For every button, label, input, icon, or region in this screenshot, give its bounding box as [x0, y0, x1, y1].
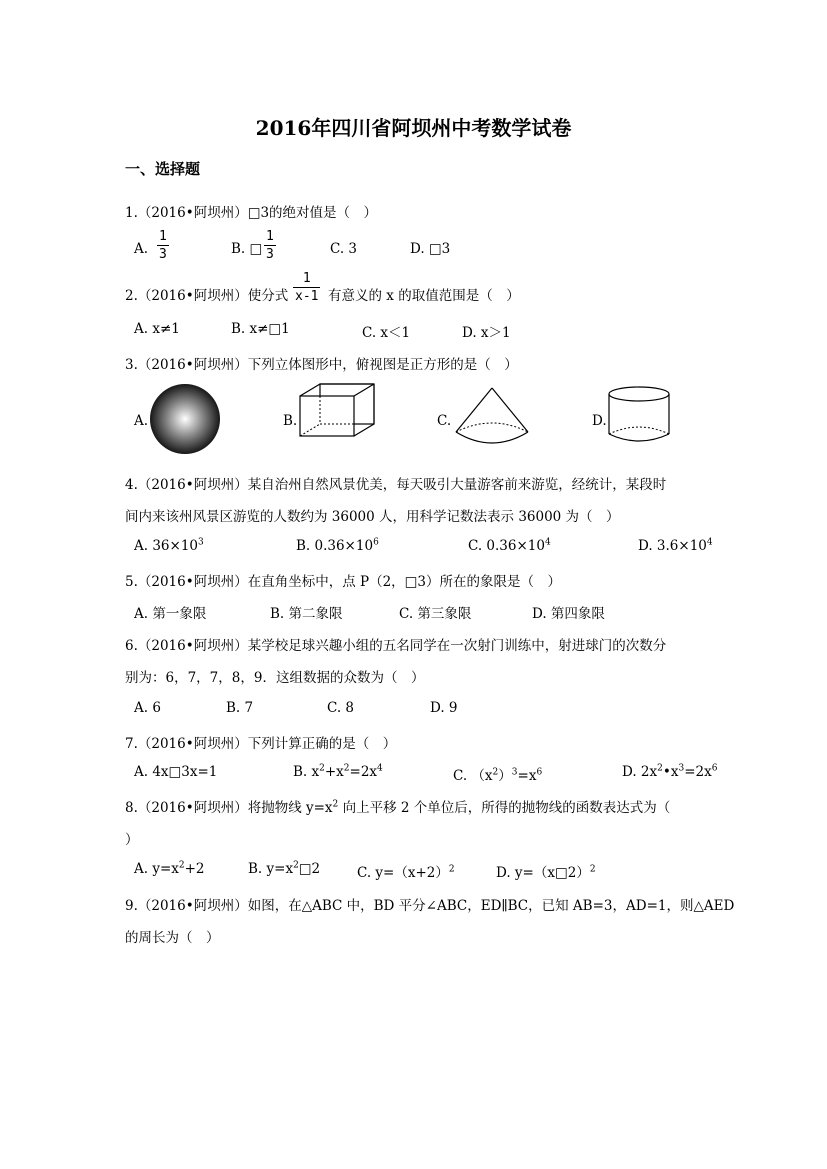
question-4-line-1: 4.（2016•阿坝州）某自治州自然风景优美，每天吸引大量游客前来游览，经统计，某段时	[125, 477, 667, 493]
fraction-bar	[293, 287, 320, 288]
question-9-line-2: 的周长为（ ）	[125, 930, 220, 946]
q7-option-d: D. $2x^2•x^3=2x^6$	[622, 763, 718, 780]
q1-option-a-label: A.	[134, 241, 149, 257]
q2-option-b: B. x≠□1	[231, 321, 290, 337]
fraction-numerator: 1	[266, 229, 274, 244]
fraction-denominator: x-1	[295, 289, 319, 304]
q7-option-c: C. $(x^2)^3=x^6$	[453, 767, 543, 784]
q4-option-a: A. $36\times 10^3$	[134, 537, 204, 554]
fraction-bar	[264, 245, 276, 246]
q1-option-b-fraction	[264, 229, 276, 262]
question-2-stem-post: 有意义的 x 的取值范围是（ ）	[328, 288, 520, 304]
q7-option-b: B. $x^2+x^2=2x^4$	[293, 763, 383, 780]
q4-option-c: C. $0.36\times 10^4$	[468, 537, 551, 554]
q6-option-b: B. 7	[226, 700, 254, 716]
section-heading: 一、选择题	[125, 160, 201, 178]
q2-fraction	[293, 271, 320, 304]
question-8-line-1: 8.（2016•阿坝州）将抛物线 $y=x^2$ 向上平移 2 个单位后，所得的抛物线的函数表达式为（	[125, 799, 671, 816]
question-8-line-2: ）	[125, 832, 139, 848]
sphere-figure	[148, 382, 222, 456]
q3-option-d-label: D.	[592, 413, 607, 429]
q1-option-b-label: B. □	[231, 241, 263, 257]
q7-option-a: A. 4x□3x=1	[134, 764, 218, 780]
q1-option-c: C. 3	[330, 241, 358, 257]
fraction-numerator: 1	[302, 271, 311, 286]
q1-option-a-fraction	[157, 229, 169, 262]
q6-option-d: D. 9	[430, 700, 458, 716]
fraction-denominator: 3	[266, 247, 274, 262]
q2-option-a: A. x≠1	[134, 321, 180, 337]
q8-option-a: A. $y=x^2+2$	[134, 860, 205, 877]
fraction-denominator: 3	[159, 247, 167, 262]
cylinder-figure	[606, 384, 672, 446]
q5-option-a: A. 第一象限	[134, 606, 207, 622]
q2-option-c: C. x＜1	[362, 325, 411, 341]
q3-option-b-label: B.	[283, 413, 298, 429]
question-7-stem: 7.（2016•阿坝州）下列计算正确的是（ ）	[125, 736, 397, 752]
q8-option-b: B. $y=x^2□2$	[248, 860, 321, 877]
cube-figure	[298, 380, 378, 440]
q1-option-d: D. □3	[410, 241, 451, 257]
q3-option-a-label: A.	[134, 413, 149, 429]
question-2-stem-pre: 2.（2016•阿坝州）使分式	[125, 288, 289, 304]
fraction-bar	[157, 245, 169, 246]
fraction-numerator: 1	[159, 229, 167, 244]
question-5-stem: 5.（2016•阿坝州）在直角坐标中，点 P（2，□3）所在的象限是（ ）	[125, 574, 562, 590]
question-9-line-1: 9.（2016•阿坝州）如图，在△ABC 中，BD 平分∠ABC，ED∥BC，已知 AB=3，AD=1，则△AED	[125, 898, 735, 914]
question-1-stem: 1.（2016•阿坝州）□3的绝对值是（ ）	[125, 205, 378, 221]
q8-option-c: C. $y=(x+2)^2$	[357, 864, 455, 881]
question-3-stem: 3.（2016•阿坝州）下列立体图形中，俯视图是正方形的是（ ）	[125, 357, 518, 373]
q4-option-b: B. $0.36\times 10^6$	[296, 537, 379, 554]
q5-option-c: C. 第三象限	[399, 606, 472, 622]
page-title: 2016年四川省阿坝州中考数学试卷	[255, 116, 572, 140]
q5-option-b: B. 第二象限	[270, 606, 343, 622]
q5-option-d: D. 第四象限	[532, 606, 605, 622]
question-6-line-1: 6.（2016•阿坝州）某学校足球兴趣小组的五名同学在一次射门训练中，射进球门的次数分	[125, 638, 667, 654]
question-6-line-2: 别为：6，7，7，8，9．这组数据的众数为（ ）	[125, 670, 425, 686]
cone-figure	[452, 384, 532, 448]
q6-option-c: C. 8	[327, 700, 355, 716]
q4-option-d: D. $3.6\times 10^4$	[638, 537, 713, 554]
q6-option-a: A. 6	[134, 700, 161, 716]
q8-option-d: D. y=（x□2）$^2$	[496, 864, 596, 881]
question-4-line-2: 间内来该州风景区游览的人数约为 36000 人，用科学记数法表示 36000 为（ ）	[125, 509, 620, 525]
q2-option-d: D. x＞1	[462, 325, 511, 341]
q3-option-c-label: C.	[437, 413, 452, 429]
